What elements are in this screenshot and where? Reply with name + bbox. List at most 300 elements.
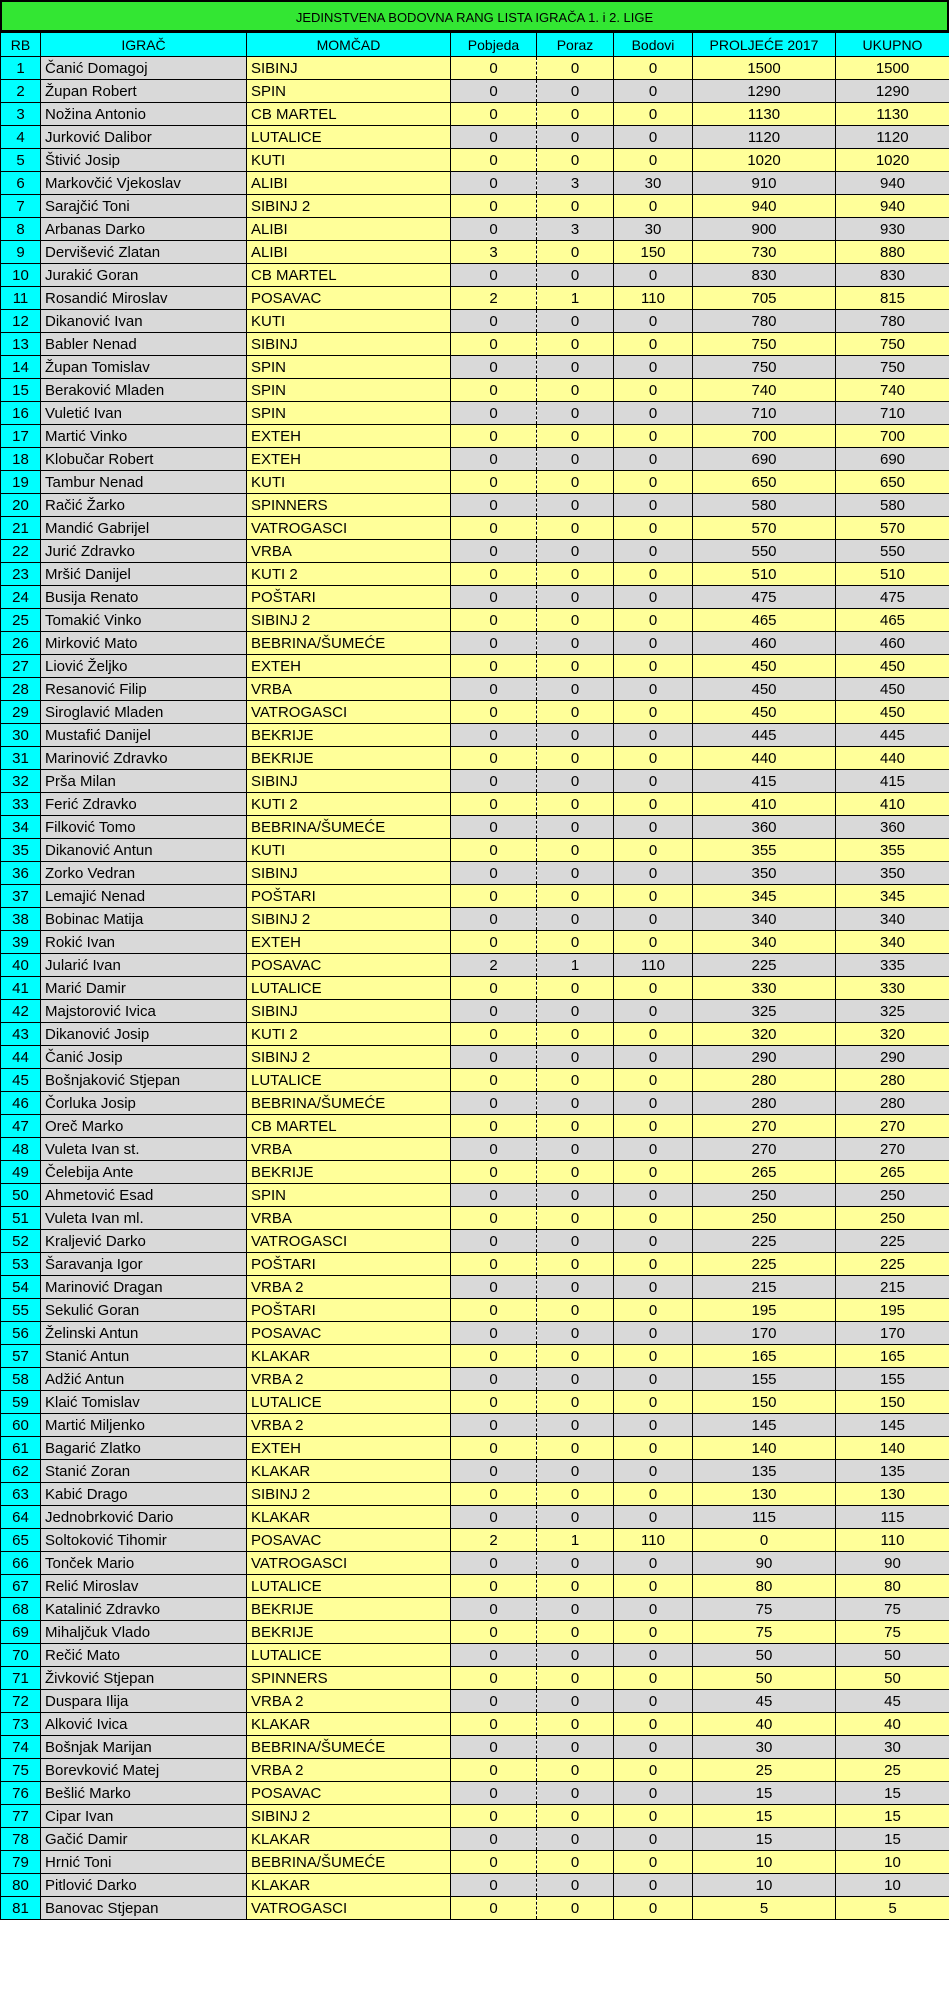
table-row <box>1 1161 949 1184</box>
points-cell: 0 <box>614 1874 693 1897</box>
player-name-cell: Babler Nenad <box>41 333 247 356</box>
total-cell: 270 <box>836 1138 949 1161</box>
team-cell: BEBRINA/ŠUMEĆE <box>247 1092 451 1115</box>
table-row <box>1 1437 949 1460</box>
spring-2017-cell: 340 <box>693 931 836 954</box>
rank-cell: 13 <box>1 333 41 356</box>
team-cell: VRBA <box>247 1207 451 1230</box>
losses-cell: 0 <box>537 908 614 931</box>
spring-2017-cell: 270 <box>693 1115 836 1138</box>
spring-2017-cell: 115 <box>693 1506 836 1529</box>
team-cell: POŠTARI <box>247 885 451 908</box>
losses-cell: 0 <box>537 1138 614 1161</box>
losses-cell: 0 <box>537 1874 614 1897</box>
points-cell: 0 <box>614 1161 693 1184</box>
player-name-cell: Želinski Antun <box>41 1322 247 1345</box>
points-cell: 0 <box>614 1115 693 1138</box>
losses-cell: 0 <box>537 1851 614 1874</box>
losses-cell: 0 <box>537 609 614 632</box>
table-row <box>1 126 949 149</box>
total-cell: 80 <box>836 1575 949 1598</box>
losses-cell: 0 <box>537 1184 614 1207</box>
rank-cell: 4 <box>1 126 41 149</box>
table-row <box>1 241 949 264</box>
losses-cell: 0 <box>537 1621 614 1644</box>
wins-cell: 3 <box>451 241 537 264</box>
losses-cell: 3 <box>537 172 614 195</box>
player-name-cell: Župan Tomislav <box>41 356 247 379</box>
wins-cell: 0 <box>451 862 537 885</box>
rank-cell: 8 <box>1 218 41 241</box>
spring-2017-cell: 570 <box>693 517 836 540</box>
rank-cell: 20 <box>1 494 41 517</box>
total-cell: 440 <box>836 747 949 770</box>
wins-cell: 0 <box>451 1207 537 1230</box>
losses-cell: 0 <box>537 1598 614 1621</box>
spring-2017-cell: 900 <box>693 218 836 241</box>
points-cell: 0 <box>614 1805 693 1828</box>
losses-cell: 0 <box>537 1391 614 1414</box>
total-cell: 50 <box>836 1667 949 1690</box>
losses-cell: 0 <box>537 1322 614 1345</box>
points-cell: 0 <box>614 747 693 770</box>
table-row <box>1 149 949 172</box>
table-row <box>1 1115 949 1138</box>
team-cell: KUTI 2 <box>247 1023 451 1046</box>
team-cell: POŠTARI <box>247 586 451 609</box>
rank-cell: 74 <box>1 1736 41 1759</box>
losses-cell: 0 <box>537 586 614 609</box>
spring-2017-cell: 1120 <box>693 126 836 149</box>
rank-cell: 29 <box>1 701 41 724</box>
spring-2017-cell: 325 <box>693 1000 836 1023</box>
spring-2017-cell: 15 <box>693 1828 836 1851</box>
player-name-cell: Bošnjaković Stjepan <box>41 1069 247 1092</box>
rank-cell: 2 <box>1 80 41 103</box>
losses-cell: 0 <box>537 333 614 356</box>
total-cell: 830 <box>836 264 949 287</box>
table-row <box>1 954 949 977</box>
total-cell: 165 <box>836 1345 949 1368</box>
player-name-cell: Jednobrković Dario <box>41 1506 247 1529</box>
spring-2017-cell: 1290 <box>693 80 836 103</box>
points-cell: 110 <box>614 287 693 310</box>
wins-cell: 0 <box>451 1000 537 1023</box>
player-name-cell: Vuletić Ivan <box>41 402 247 425</box>
wins-cell: 0 <box>451 885 537 908</box>
total-cell: 325 <box>836 1000 949 1023</box>
rank-cell: 59 <box>1 1391 41 1414</box>
total-cell: 225 <box>836 1230 949 1253</box>
spring-2017-cell: 40 <box>693 1713 836 1736</box>
table-row <box>1 1299 949 1322</box>
rank-cell: 41 <box>1 977 41 1000</box>
header-wins: Pobjeda <box>451 33 537 57</box>
points-cell: 0 <box>614 149 693 172</box>
spring-2017-cell: 1130 <box>693 103 836 126</box>
team-cell: BEBRINA/ŠUMEĆE <box>247 632 451 655</box>
points-cell: 0 <box>614 632 693 655</box>
points-cell: 0 <box>614 1736 693 1759</box>
total-cell: 1120 <box>836 126 949 149</box>
rank-cell: 14 <box>1 356 41 379</box>
losses-cell: 0 <box>537 1253 614 1276</box>
table-row <box>1 264 949 287</box>
rank-cell: 39 <box>1 931 41 954</box>
player-name-cell: Čanić Josip <box>41 1046 247 1069</box>
spring-2017-cell: 450 <box>693 655 836 678</box>
table-row <box>1 977 949 1000</box>
total-cell: 335 <box>836 954 949 977</box>
total-cell: 150 <box>836 1391 949 1414</box>
team-cell: BEBRINA/ŠUMEĆE <box>247 1736 451 1759</box>
total-cell: 145 <box>836 1414 949 1437</box>
team-cell: SIBINJ 2 <box>247 1805 451 1828</box>
points-cell: 0 <box>614 563 693 586</box>
team-cell: KLAKAR <box>247 1713 451 1736</box>
player-name-cell: Pitlović Darko <box>41 1874 247 1897</box>
team-cell: SPINNERS <box>247 494 451 517</box>
rank-cell: 5 <box>1 149 41 172</box>
points-cell: 30 <box>614 218 693 241</box>
team-cell: VATROGASCI <box>247 1552 451 1575</box>
points-cell: 0 <box>614 1552 693 1575</box>
player-name-cell: Rečić Mato <box>41 1644 247 1667</box>
losses-cell: 0 <box>537 701 614 724</box>
total-cell: 330 <box>836 977 949 1000</box>
rank-cell: 25 <box>1 609 41 632</box>
total-cell: 450 <box>836 655 949 678</box>
wins-cell: 0 <box>451 149 537 172</box>
total-cell: 140 <box>836 1437 949 1460</box>
rank-cell: 68 <box>1 1598 41 1621</box>
rank-cell: 63 <box>1 1483 41 1506</box>
wins-cell: 0 <box>451 977 537 1000</box>
spring-2017-cell: 150 <box>693 1391 836 1414</box>
total-cell: 170 <box>836 1322 949 1345</box>
table-row <box>1 1184 949 1207</box>
table-row <box>1 1713 949 1736</box>
team-cell: BEKRIJE <box>247 1598 451 1621</box>
total-cell: 510 <box>836 563 949 586</box>
spring-2017-cell: 0 <box>693 1529 836 1552</box>
losses-cell: 0 <box>537 793 614 816</box>
points-cell: 0 <box>614 1138 693 1161</box>
rank-cell: 75 <box>1 1759 41 1782</box>
table-row <box>1 1805 949 1828</box>
points-cell: 0 <box>614 80 693 103</box>
table-row <box>1 1276 949 1299</box>
team-cell: VRBA 2 <box>247 1759 451 1782</box>
losses-cell: 0 <box>537 402 614 425</box>
wins-cell: 0 <box>451 333 537 356</box>
team-cell: SPIN <box>247 402 451 425</box>
total-cell: 410 <box>836 793 949 816</box>
team-cell: VRBA <box>247 678 451 701</box>
table-body <box>1 57 949 1920</box>
player-name-cell: Relić Miroslav <box>41 1575 247 1598</box>
total-cell: 40 <box>836 1713 949 1736</box>
losses-cell: 0 <box>537 1575 614 1598</box>
total-cell: 650 <box>836 471 949 494</box>
wins-cell: 0 <box>451 701 537 724</box>
header-row <box>1 33 949 57</box>
spring-2017-cell: 350 <box>693 862 836 885</box>
points-cell: 0 <box>614 1368 693 1391</box>
table-row <box>1 1828 949 1851</box>
spring-2017-cell: 410 <box>693 793 836 816</box>
spring-2017-cell: 15 <box>693 1782 836 1805</box>
wins-cell: 0 <box>451 1437 537 1460</box>
table-row <box>1 287 949 310</box>
player-name-cell: Jurakić Goran <box>41 264 247 287</box>
losses-cell: 1 <box>537 1529 614 1552</box>
points-cell: 30 <box>614 172 693 195</box>
spring-2017-cell: 10 <box>693 1851 836 1874</box>
points-cell: 0 <box>614 770 693 793</box>
points-cell: 0 <box>614 678 693 701</box>
table-row <box>1 310 949 333</box>
total-cell: 280 <box>836 1069 949 1092</box>
wins-cell: 0 <box>451 1368 537 1391</box>
rank-cell: 26 <box>1 632 41 655</box>
losses-cell: 0 <box>537 356 614 379</box>
total-cell: 445 <box>836 724 949 747</box>
table-row <box>1 1506 949 1529</box>
points-cell: 0 <box>614 977 693 1000</box>
table-row <box>1 862 949 885</box>
table-row <box>1 1092 949 1115</box>
rank-cell: 79 <box>1 1851 41 1874</box>
points-cell: 0 <box>614 1000 693 1023</box>
wins-cell: 0 <box>451 839 537 862</box>
points-cell: 0 <box>614 1713 693 1736</box>
points-cell: 0 <box>614 1690 693 1713</box>
losses-cell: 0 <box>537 448 614 471</box>
total-cell: 90 <box>836 1552 949 1575</box>
wins-cell: 0 <box>451 1575 537 1598</box>
rank-cell: 70 <box>1 1644 41 1667</box>
player-name-cell: Hrnić Toni <box>41 1851 247 1874</box>
losses-cell: 0 <box>537 517 614 540</box>
points-cell: 0 <box>614 816 693 839</box>
points-cell: 0 <box>614 264 693 287</box>
team-cell: ALIBI <box>247 218 451 241</box>
points-cell: 0 <box>614 540 693 563</box>
points-cell: 110 <box>614 1529 693 1552</box>
losses-cell: 1 <box>537 954 614 977</box>
table-row <box>1 1483 949 1506</box>
spring-2017-cell: 215 <box>693 1276 836 1299</box>
header-points: Bodovi <box>614 33 693 57</box>
team-cell: SIBINJ 2 <box>247 1046 451 1069</box>
rank-cell: 38 <box>1 908 41 931</box>
spring-2017-cell: 830 <box>693 264 836 287</box>
team-cell: SIBINJ <box>247 770 451 793</box>
wins-cell: 0 <box>451 1851 537 1874</box>
wins-cell: 0 <box>451 1690 537 1713</box>
player-name-cell: Bošnjak Marijan <box>41 1736 247 1759</box>
points-cell: 0 <box>614 1391 693 1414</box>
team-cell: VRBA <box>247 1138 451 1161</box>
wins-cell: 0 <box>451 264 537 287</box>
player-name-cell: Ahmetović Esad <box>41 1184 247 1207</box>
points-cell: 0 <box>614 1023 693 1046</box>
wins-cell: 0 <box>451 1253 537 1276</box>
wins-cell: 0 <box>451 586 537 609</box>
wins-cell: 0 <box>451 908 537 931</box>
spring-2017-cell: 440 <box>693 747 836 770</box>
spring-2017-cell: 1500 <box>693 57 836 80</box>
wins-cell: 0 <box>451 172 537 195</box>
player-name-cell: Lemajić Nenad <box>41 885 247 908</box>
team-cell: SIBINJ 2 <box>247 195 451 218</box>
losses-cell: 0 <box>537 1736 614 1759</box>
team-cell: SPIN <box>247 80 451 103</box>
points-cell: 0 <box>614 1345 693 1368</box>
player-name-cell: Soltoković Tihomir <box>41 1529 247 1552</box>
losses-cell: 0 <box>537 1115 614 1138</box>
losses-cell: 0 <box>537 885 614 908</box>
wins-cell: 0 <box>451 1184 537 1207</box>
wins-cell: 0 <box>451 448 537 471</box>
wins-cell: 0 <box>451 793 537 816</box>
team-cell: VATROGASCI <box>247 1230 451 1253</box>
team-cell: SPINNERS <box>247 1667 451 1690</box>
wins-cell: 0 <box>451 632 537 655</box>
losses-cell: 0 <box>537 126 614 149</box>
points-cell: 150 <box>614 241 693 264</box>
rank-cell: 78 <box>1 1828 41 1851</box>
spring-2017-cell: 360 <box>693 816 836 839</box>
rank-cell: 15 <box>1 379 41 402</box>
wins-cell: 0 <box>451 1322 537 1345</box>
sheet-title: JEDINSTVENA BODOVNA RANG LISTA IGRAČA 1. i 2. LIGE <box>0 0 949 32</box>
player-name-cell: Rokić Ivan <box>41 931 247 954</box>
team-cell: POSAVAC <box>247 1529 451 1552</box>
spring-2017-cell: 10 <box>693 1874 836 1897</box>
points-cell: 0 <box>614 57 693 80</box>
team-cell: POSAVAC <box>247 287 451 310</box>
total-cell: 1020 <box>836 149 949 172</box>
rank-cell: 71 <box>1 1667 41 1690</box>
table-row <box>1 1069 949 1092</box>
table-row <box>1 931 949 954</box>
rank-cell: 48 <box>1 1138 41 1161</box>
table-row <box>1 517 949 540</box>
wins-cell: 0 <box>451 1782 537 1805</box>
losses-cell: 0 <box>537 1759 614 1782</box>
points-cell: 0 <box>614 1828 693 1851</box>
wins-cell: 0 <box>451 724 537 747</box>
team-cell: BEKRIJE <box>247 747 451 770</box>
rank-cell: 67 <box>1 1575 41 1598</box>
rank-cell: 77 <box>1 1805 41 1828</box>
points-cell: 0 <box>614 448 693 471</box>
wins-cell: 0 <box>451 1299 537 1322</box>
total-cell: 1130 <box>836 103 949 126</box>
player-name-cell: Borevković Matej <box>41 1759 247 1782</box>
total-cell: 290 <box>836 1046 949 1069</box>
table-row <box>1 1230 949 1253</box>
player-name-cell: Liović Željko <box>41 655 247 678</box>
total-cell: 690 <box>836 448 949 471</box>
table-row <box>1 632 949 655</box>
player-name-cell: Martić Vinko <box>41 425 247 448</box>
player-name-cell: Arbanas Darko <box>41 218 247 241</box>
rank-cell: 66 <box>1 1552 41 1575</box>
total-cell: 780 <box>836 310 949 333</box>
points-cell: 0 <box>614 1575 693 1598</box>
wins-cell: 0 <box>451 1161 537 1184</box>
spring-2017-cell: 145 <box>693 1414 836 1437</box>
total-cell: 465 <box>836 609 949 632</box>
player-name-cell: Katalinić Zdravko <box>41 1598 247 1621</box>
table-row <box>1 724 949 747</box>
rank-cell: 61 <box>1 1437 41 1460</box>
total-cell: 940 <box>836 172 949 195</box>
spring-2017-cell: 225 <box>693 954 836 977</box>
total-cell: 710 <box>836 402 949 425</box>
spring-2017-cell: 90 <box>693 1552 836 1575</box>
total-cell: 225 <box>836 1253 949 1276</box>
total-cell: 750 <box>836 356 949 379</box>
losses-cell: 0 <box>537 241 614 264</box>
spring-2017-cell: 225 <box>693 1253 836 1276</box>
player-name-cell: Markovčić Vjekoslav <box>41 172 247 195</box>
player-name-cell: Bagarić Zlatko <box>41 1437 247 1460</box>
table-row <box>1 839 949 862</box>
points-cell: 0 <box>614 425 693 448</box>
points-cell: 0 <box>614 471 693 494</box>
total-cell: 1500 <box>836 57 949 80</box>
wins-cell: 0 <box>451 1805 537 1828</box>
spring-2017-cell: 75 <box>693 1621 836 1644</box>
rank-cell: 69 <box>1 1621 41 1644</box>
player-name-cell: Mustafić Danijel <box>41 724 247 747</box>
wins-cell: 0 <box>451 1483 537 1506</box>
total-cell: 880 <box>836 241 949 264</box>
team-cell: POŠTARI <box>247 1299 451 1322</box>
spring-2017-cell: 550 <box>693 540 836 563</box>
player-name-cell: Klobučar Robert <box>41 448 247 471</box>
player-name-cell: Marinović Dragan <box>41 1276 247 1299</box>
wins-cell: 0 <box>451 517 537 540</box>
losses-cell: 0 <box>537 1897 614 1920</box>
table-row <box>1 57 949 80</box>
spring-2017-cell: 415 <box>693 770 836 793</box>
team-cell: CB MARTEL <box>247 1115 451 1138</box>
player-name-cell: Beraković Mladen <box>41 379 247 402</box>
team-cell: SIBINJ 2 <box>247 908 451 931</box>
spring-2017-cell: 450 <box>693 678 836 701</box>
rank-cell: 58 <box>1 1368 41 1391</box>
player-name-cell: Račić Žarko <box>41 494 247 517</box>
total-cell: 345 <box>836 885 949 908</box>
losses-cell: 0 <box>537 1000 614 1023</box>
table-row <box>1 793 949 816</box>
player-name-cell: Tambur Nenad <box>41 471 247 494</box>
table-row <box>1 1851 949 1874</box>
rank-cell: 46 <box>1 1092 41 1115</box>
player-name-cell: Bobinac Matija <box>41 908 247 931</box>
ranking-table <box>0 32 949 1920</box>
wins-cell: 0 <box>451 356 537 379</box>
spring-2017-cell: 1020 <box>693 149 836 172</box>
team-cell: EXTEH <box>247 1437 451 1460</box>
player-name-cell: Štivić Josip <box>41 149 247 172</box>
losses-cell: 0 <box>537 540 614 563</box>
